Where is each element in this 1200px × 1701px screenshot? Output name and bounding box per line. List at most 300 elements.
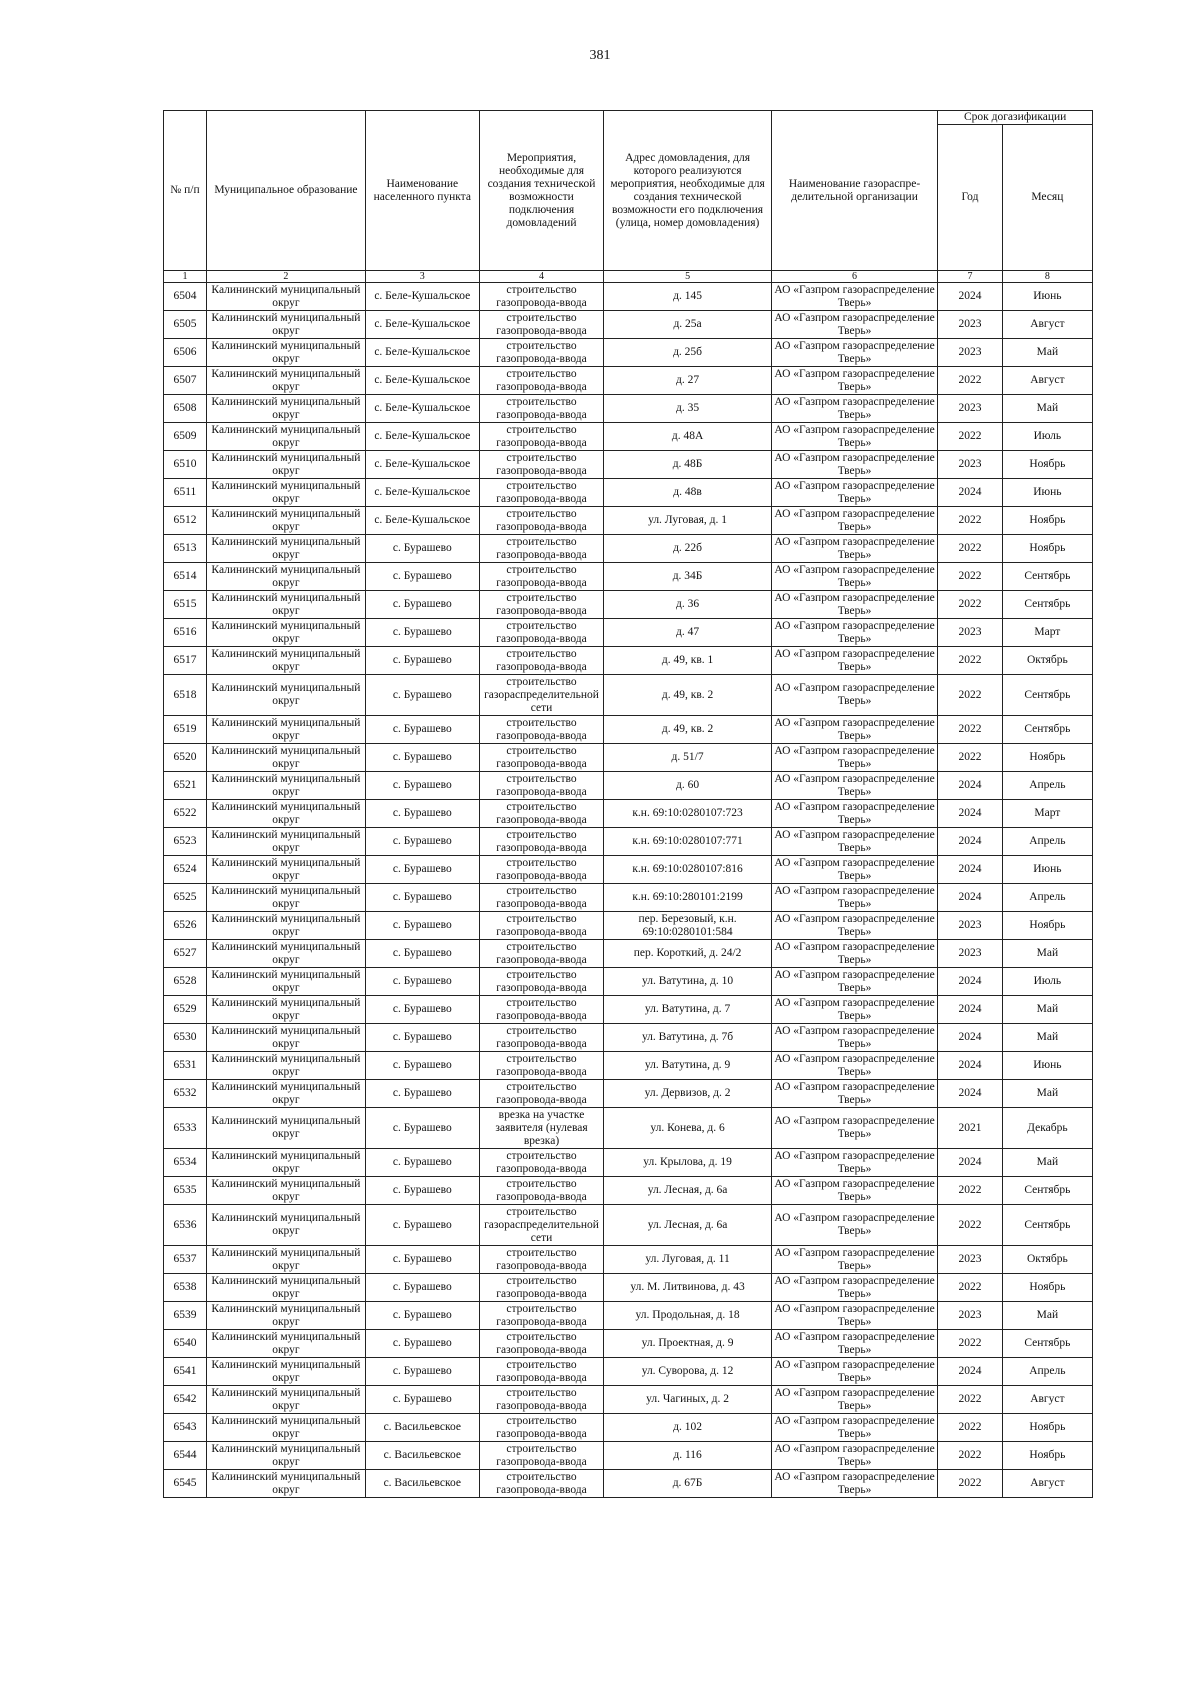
month-cell: Апрель	[1002, 828, 1092, 856]
org-cell: АО «Газпром газораспределение Тверь»	[771, 1205, 937, 1246]
table-row	[164, 1108, 1093, 1149]
month-cell: Сентябрь	[1002, 1205, 1092, 1246]
page-number: 381	[589, 48, 611, 63]
table-row	[164, 535, 1093, 563]
org-cell: АО «Газпром газораспределение Тверь»	[771, 772, 937, 800]
municipality-cell: Калининский муниципальный округ	[206, 647, 365, 675]
actions-cell: строительство газопровода-ввода	[479, 563, 604, 591]
actions-cell: строительство газопровода-ввода	[479, 856, 604, 884]
year-cell: 2022	[938, 1470, 1002, 1498]
actions-cell: строительство газопровода-ввода	[479, 884, 604, 912]
actions-cell: строительство газопровода-ввода	[479, 716, 604, 744]
municipality-cell: Калининский муниципальный округ	[206, 367, 365, 395]
year-cell: 2024	[938, 1024, 1002, 1052]
org-cell: АО «Газпром газораспределение Тверь»	[771, 856, 937, 884]
address-cell: к.н. 69:10:0280107:771	[604, 828, 772, 856]
address-cell: ул. Ватутина, д. 10	[604, 968, 772, 996]
table-row	[164, 591, 1093, 619]
year-cell: 2024	[938, 479, 1002, 507]
column-number: 3	[365, 271, 479, 283]
address-cell: к.н. 69:10:280101:2199	[604, 884, 772, 912]
year-cell: 2022	[938, 591, 1002, 619]
address-cell: ул. Крылова, д. 19	[604, 1149, 772, 1177]
settlement-cell: с. Васильевское	[365, 1470, 479, 1498]
table-row	[164, 856, 1093, 884]
month-cell: Сентябрь	[1002, 675, 1092, 716]
municipality-cell: Калининский муниципальный округ	[206, 1470, 365, 1498]
table-row	[164, 1470, 1093, 1498]
year-cell: 2024	[938, 772, 1002, 800]
municipality-cell: Калининский муниципальный округ	[206, 339, 365, 367]
table-row	[164, 884, 1093, 912]
settlement-cell: с. Бурашево	[365, 1205, 479, 1246]
year-cell: 2023	[938, 395, 1002, 423]
settlement-cell: с. Беле-Кушальское	[365, 423, 479, 451]
actions-cell: строительство газопровода-ввода	[479, 451, 604, 479]
month-cell: Апрель	[1002, 1358, 1092, 1386]
table-row	[164, 744, 1093, 772]
municipality-cell: Калининский муниципальный округ	[206, 535, 365, 563]
table-row	[164, 1246, 1093, 1274]
org-cell: АО «Газпром газораспределение Тверь»	[771, 339, 937, 367]
row-number-cell: 6504	[164, 283, 207, 311]
municipality-cell: Калининский муниципальный округ	[206, 1177, 365, 1205]
row-number-cell: 6507	[164, 367, 207, 395]
month-cell: Ноябрь	[1002, 451, 1092, 479]
municipality-cell: Калининский муниципальный округ	[206, 591, 365, 619]
table-row	[164, 563, 1093, 591]
actions-cell: строительство газопровода-ввода	[479, 647, 604, 675]
settlement-cell: с. Бурашево	[365, 535, 479, 563]
table-row	[164, 1330, 1093, 1358]
org-cell: АО «Газпром газораспределение Тверь»	[771, 744, 937, 772]
header-month: Месяц	[1002, 125, 1092, 271]
address-cell: д. 49, кв. 2	[604, 716, 772, 744]
month-cell: Ноябрь	[1002, 1414, 1092, 1442]
settlement-cell: с. Беле-Кушальское	[365, 479, 479, 507]
month-cell: Август	[1002, 1470, 1092, 1498]
actions-cell: строительство газопровода-ввода	[479, 1470, 604, 1498]
settlement-cell: с. Беле-Кушальское	[365, 311, 479, 339]
year-cell: 2024	[938, 283, 1002, 311]
year-cell: 2022	[938, 535, 1002, 563]
org-cell: АО «Газпром газораспределение Тверь»	[771, 507, 937, 535]
municipality-cell: Калининский муниципальный округ	[206, 940, 365, 968]
actions-cell: строительство газопровода-ввода	[479, 1386, 604, 1414]
settlement-cell: с. Бурашево	[365, 716, 479, 744]
table-row	[164, 311, 1093, 339]
header-settlement: Наименование населенного пункта	[365, 111, 479, 271]
settlement-cell: с. Васильевское	[365, 1414, 479, 1442]
settlement-cell: с. Бурашево	[365, 1302, 479, 1330]
row-number-cell: 6525	[164, 884, 207, 912]
actions-cell: строительство газопровода-ввода	[479, 744, 604, 772]
month-cell: Август	[1002, 367, 1092, 395]
row-number-cell: 6512	[164, 507, 207, 535]
address-cell: ул. Луговая, д. 1	[604, 507, 772, 535]
org-cell: АО «Газпром газораспределение Тверь»	[771, 311, 937, 339]
month-cell: Ноябрь	[1002, 507, 1092, 535]
table-row	[164, 1386, 1093, 1414]
year-cell: 2022	[938, 1177, 1002, 1205]
year-cell: 2023	[938, 1302, 1002, 1330]
org-cell: АО «Газпром газораспределение Тверь»	[771, 591, 937, 619]
municipality-cell: Калининский муниципальный округ	[206, 744, 365, 772]
year-cell: 2022	[938, 647, 1002, 675]
actions-cell: строительство газопровода-ввода	[479, 828, 604, 856]
actions-cell: строительство газопровода-ввода	[479, 800, 604, 828]
month-cell: Май	[1002, 996, 1092, 1024]
year-cell: 2024	[938, 996, 1002, 1024]
row-number-cell: 6536	[164, 1205, 207, 1246]
actions-cell: строительство газопровода-ввода	[479, 1330, 604, 1358]
address-cell: д. 25а	[604, 311, 772, 339]
column-numbers-row	[164, 271, 1093, 283]
actions-cell: строительство газопровода-ввода	[479, 1024, 604, 1052]
row-number-cell: 6516	[164, 619, 207, 647]
row-number-cell: 6541	[164, 1358, 207, 1386]
org-cell: АО «Газпром газораспределение Тверь»	[771, 1470, 937, 1498]
settlement-cell: с. Бурашево	[365, 1386, 479, 1414]
address-cell: ул. Суворова, д. 12	[604, 1358, 772, 1386]
month-cell: Май	[1002, 339, 1092, 367]
municipality-cell: Калининский муниципальный округ	[206, 828, 365, 856]
month-cell: Июль	[1002, 968, 1092, 996]
month-cell: Октябрь	[1002, 1246, 1092, 1274]
table-row	[164, 1149, 1093, 1177]
municipality-cell: Калининский муниципальный округ	[206, 1330, 365, 1358]
column-number: 5	[604, 271, 772, 283]
address-cell: ул. Ватутина, д. 9	[604, 1052, 772, 1080]
table-row	[164, 367, 1093, 395]
row-number-cell: 6505	[164, 311, 207, 339]
org-cell: АО «Газпром газораспределение Тверь»	[771, 1108, 937, 1149]
table-row	[164, 1177, 1093, 1205]
address-cell: к.н. 69:10:0280107:723	[604, 800, 772, 828]
year-cell: 2024	[938, 1149, 1002, 1177]
actions-cell: строительство газопровода-ввода	[479, 619, 604, 647]
month-cell: Апрель	[1002, 884, 1092, 912]
org-cell: АО «Газпром газораспределение Тверь»	[771, 996, 937, 1024]
address-cell: д. 145	[604, 283, 772, 311]
month-cell: Ноябрь	[1002, 912, 1092, 940]
settlement-cell: с. Бурашево	[365, 619, 479, 647]
actions-cell: строительство газопровода-ввода	[479, 1149, 604, 1177]
settlement-cell: с. Бурашево	[365, 1080, 479, 1108]
row-number-cell: 6510	[164, 451, 207, 479]
municipality-cell: Калининский муниципальный округ	[206, 800, 365, 828]
year-cell: 2022	[938, 563, 1002, 591]
header-num: № п/п	[164, 111, 207, 271]
actions-cell: строительство газораспределительной сети	[479, 675, 604, 716]
header-actions: Мероприятия, необходимые для создания технической возможности подключения домовладений	[479, 111, 604, 271]
year-cell: 2023	[938, 339, 1002, 367]
table-row	[164, 828, 1093, 856]
org-cell: АО «Газпром газораспределение Тверь»	[771, 1274, 937, 1302]
actions-cell: строительство газопровода-ввода	[479, 479, 604, 507]
actions-cell: строительство газопровода-ввода	[479, 996, 604, 1024]
month-cell: Сентябрь	[1002, 1177, 1092, 1205]
row-number-cell: 6530	[164, 1024, 207, 1052]
month-cell: Сентябрь	[1002, 563, 1092, 591]
address-cell: д. 48Б	[604, 451, 772, 479]
table-row	[164, 675, 1093, 716]
org-cell: АО «Газпром газораспределение Тверь»	[771, 1149, 937, 1177]
table-row	[164, 1442, 1093, 1470]
month-cell: Май	[1002, 1302, 1092, 1330]
org-cell: АО «Газпром газораспределение Тверь»	[771, 451, 937, 479]
address-cell: д. 47	[604, 619, 772, 647]
year-cell: 2022	[938, 1414, 1002, 1442]
org-cell: АО «Газпром газораспределение Тверь»	[771, 1442, 937, 1470]
address-cell: д. 34Б	[604, 563, 772, 591]
header-deadline: Срок догазификации	[938, 111, 1093, 125]
row-number-cell: 6521	[164, 772, 207, 800]
settlement-cell: с. Беле-Кушальское	[365, 507, 479, 535]
month-cell: Июнь	[1002, 856, 1092, 884]
row-number-cell: 6524	[164, 856, 207, 884]
column-number: 7	[938, 271, 1002, 283]
municipality-cell: Калининский муниципальный округ	[206, 283, 365, 311]
settlement-cell: с. Бурашево	[365, 1246, 479, 1274]
row-number-cell: 6519	[164, 716, 207, 744]
month-cell: Ноябрь	[1002, 1442, 1092, 1470]
settlement-cell: с. Бурашево	[365, 828, 479, 856]
municipality-cell: Калининский муниципальный округ	[206, 772, 365, 800]
settlement-cell: с. Бурашево	[365, 940, 479, 968]
address-cell: д. 27	[604, 367, 772, 395]
municipality-cell: Калининский муниципальный округ	[206, 968, 365, 996]
actions-cell: строительство газопровода-ввода	[479, 1358, 604, 1386]
month-cell: Май	[1002, 395, 1092, 423]
municipality-cell: Калининский муниципальный округ	[206, 1108, 365, 1149]
settlement-cell: с. Бурашево	[365, 1052, 479, 1080]
table-row	[164, 1414, 1093, 1442]
settlement-cell: с. Бурашево	[365, 884, 479, 912]
actions-cell: строительство газопровода-ввода	[479, 1052, 604, 1080]
year-cell: 2022	[938, 1205, 1002, 1246]
year-cell: 2022	[938, 1274, 1002, 1302]
address-cell: ул. Дервизов, д. 2	[604, 1080, 772, 1108]
municipality-cell: Калининский муниципальный округ	[206, 1024, 365, 1052]
year-cell: 2024	[938, 800, 1002, 828]
settlement-cell: с. Беле-Кушальское	[365, 395, 479, 423]
month-cell: Август	[1002, 311, 1092, 339]
org-cell: АО «Газпром газораспределение Тверь»	[771, 367, 937, 395]
row-number-cell: 6526	[164, 912, 207, 940]
municipality-cell: Калининский муниципальный округ	[206, 1442, 365, 1470]
municipality-cell: Калининский муниципальный округ	[206, 884, 365, 912]
year-cell: 2022	[938, 1442, 1002, 1470]
row-number-cell: 6535	[164, 1177, 207, 1205]
row-number-cell: 6511	[164, 479, 207, 507]
address-cell: д. 25б	[604, 339, 772, 367]
municipality-cell: Калининский муниципальный округ	[206, 1386, 365, 1414]
month-cell: Май	[1002, 940, 1092, 968]
municipality-cell: Калининский муниципальный округ	[206, 1274, 365, 1302]
row-number-cell: 6514	[164, 563, 207, 591]
settlement-cell: с. Бурашево	[365, 968, 479, 996]
table-row	[164, 800, 1093, 828]
header-year: Год	[938, 125, 1002, 271]
month-cell: Май	[1002, 1149, 1092, 1177]
settlement-cell: с. Бурашево	[365, 1149, 479, 1177]
settlement-cell: с. Бурашево	[365, 1274, 479, 1302]
year-cell: 2022	[938, 423, 1002, 451]
row-number-cell: 6544	[164, 1442, 207, 1470]
row-number-cell: 6528	[164, 968, 207, 996]
settlement-cell: с. Беле-Кушальское	[365, 367, 479, 395]
month-cell: Сентябрь	[1002, 1330, 1092, 1358]
municipality-cell: Калининский муниципальный округ	[206, 619, 365, 647]
address-cell: д. 60	[604, 772, 772, 800]
table-row	[164, 647, 1093, 675]
settlement-cell: с. Бурашево	[365, 772, 479, 800]
month-cell: Сентябрь	[1002, 591, 1092, 619]
org-cell: АО «Газпром газораспределение Тверь»	[771, 1024, 937, 1052]
column-number: 8	[1002, 271, 1092, 283]
settlement-cell: с. Беле-Кушальское	[365, 339, 479, 367]
row-number-cell: 6537	[164, 1246, 207, 1274]
table-row	[164, 619, 1093, 647]
table-row	[164, 423, 1093, 451]
municipality-cell: Калининский муниципальный округ	[206, 996, 365, 1024]
org-cell: АО «Газпром газораспределение Тверь»	[771, 1302, 937, 1330]
actions-cell: строительство газопровода-ввода	[479, 1414, 604, 1442]
org-cell: АО «Газпром газораспределение Тверь»	[771, 968, 937, 996]
row-number-cell: 6540	[164, 1330, 207, 1358]
address-cell: д. 36	[604, 591, 772, 619]
month-cell: Июнь	[1002, 283, 1092, 311]
row-number-cell: 6517	[164, 647, 207, 675]
municipality-cell: Калининский муниципальный округ	[206, 395, 365, 423]
org-cell: АО «Газпром газораспределение Тверь»	[771, 800, 937, 828]
year-cell: 2022	[938, 1386, 1002, 1414]
org-cell: АО «Газпром газораспределение Тверь»	[771, 884, 937, 912]
address-cell: д. 22б	[604, 535, 772, 563]
settlement-cell: с. Бурашево	[365, 1177, 479, 1205]
address-cell: ул. М. Литвинова, д. 43	[604, 1274, 772, 1302]
year-cell: 2022	[938, 1330, 1002, 1358]
municipality-cell: Калининский муниципальный округ	[206, 451, 365, 479]
actions-cell: строительство газопровода-ввода	[479, 1442, 604, 1470]
row-number-cell: 6542	[164, 1386, 207, 1414]
actions-cell: строительство газопровода-ввода	[479, 283, 604, 311]
header-address: Адрес домовладения, для которого реализуются мероприятия, необходимые для создания технической возможности его подключения (улица, номер домовладения)	[604, 111, 772, 271]
row-number-cell: 6534	[164, 1149, 207, 1177]
org-cell: АО «Газпром газораспределение Тверь»	[771, 1330, 937, 1358]
municipality-cell: Калининский муниципальный округ	[206, 1080, 365, 1108]
address-cell: ул. Лесная, д. 6а	[604, 1205, 772, 1246]
row-number-cell: 6532	[164, 1080, 207, 1108]
table-row	[164, 1205, 1093, 1246]
year-cell: 2022	[938, 367, 1002, 395]
month-cell: Декабрь	[1002, 1108, 1092, 1149]
year-cell: 2022	[938, 675, 1002, 716]
actions-cell: строительство газопровода-ввода	[479, 311, 604, 339]
year-cell: 2024	[938, 828, 1002, 856]
actions-cell: строительство газопровода-ввода	[479, 423, 604, 451]
column-number: 6	[771, 271, 937, 283]
municipality-cell: Калининский муниципальный округ	[206, 311, 365, 339]
municipality-cell: Калининский муниципальный округ	[206, 1302, 365, 1330]
year-cell: 2023	[938, 311, 1002, 339]
settlement-cell: с. Беле-Кушальское	[365, 451, 479, 479]
address-cell: д. 49, кв. 1	[604, 647, 772, 675]
row-number-cell: 6538	[164, 1274, 207, 1302]
table-row	[164, 339, 1093, 367]
municipality-cell: Калининский муниципальный округ	[206, 507, 365, 535]
address-cell: д. 35	[604, 395, 772, 423]
table-row	[164, 772, 1093, 800]
month-cell: Июнь	[1002, 1052, 1092, 1080]
actions-cell: строительство газопровода-ввода	[479, 940, 604, 968]
municipality-cell: Калининский муниципальный округ	[206, 1358, 365, 1386]
address-cell: пер. Березовый, к.н. 69:10:0280101:584	[604, 912, 772, 940]
row-number-cell: 6506	[164, 339, 207, 367]
settlement-cell: с. Бурашево	[365, 1024, 479, 1052]
row-number-cell: 6545	[164, 1470, 207, 1498]
row-number-cell: 6513	[164, 535, 207, 563]
settlement-cell: с. Васильевское	[365, 1442, 479, 1470]
address-cell: ул. Ватутина, д. 7	[604, 996, 772, 1024]
actions-cell: строительство газопровода-ввода	[479, 912, 604, 940]
municipality-cell: Калининский муниципальный округ	[206, 1149, 365, 1177]
row-number-cell: 6527	[164, 940, 207, 968]
table-row	[164, 716, 1093, 744]
table-row	[164, 1302, 1093, 1330]
municipality-cell: Калининский муниципальный округ	[206, 1205, 365, 1246]
actions-cell: строительство газопровода-ввода	[479, 591, 604, 619]
address-cell: ул. Луговая, д. 11	[604, 1246, 772, 1274]
address-cell: ул. Конева, д. 6	[604, 1108, 772, 1149]
org-cell: АО «Газпром газораспределение Тверь»	[771, 912, 937, 940]
settlement-cell: с. Бурашево	[365, 563, 479, 591]
year-cell: 2023	[938, 1246, 1002, 1274]
row-number-cell: 6533	[164, 1108, 207, 1149]
org-cell: АО «Газпром газораспределение Тверь»	[771, 535, 937, 563]
row-number-cell: 6543	[164, 1414, 207, 1442]
month-cell: Март	[1002, 619, 1092, 647]
settlement-cell: с. Бурашево	[365, 675, 479, 716]
actions-cell: строительство газопровода-ввода	[479, 395, 604, 423]
row-number-cell: 6515	[164, 591, 207, 619]
org-cell: АО «Газпром газораспределение Тверь»	[771, 1358, 937, 1386]
year-cell: 2024	[938, 1358, 1002, 1386]
year-cell: 2022	[938, 507, 1002, 535]
column-number: 1	[164, 271, 207, 283]
table-row	[164, 1358, 1093, 1386]
row-number-cell: 6539	[164, 1302, 207, 1330]
gasification-table	[163, 110, 1093, 1498]
settlement-cell: с. Бурашево	[365, 856, 479, 884]
month-cell: Март	[1002, 800, 1092, 828]
actions-cell: строительство газопровода-ввода	[479, 1177, 604, 1205]
municipality-cell: Калининский муниципальный округ	[206, 479, 365, 507]
month-cell: Июнь	[1002, 479, 1092, 507]
actions-cell: строительство газопровода-ввода	[479, 772, 604, 800]
year-cell: 2022	[938, 744, 1002, 772]
header-municipality: Муниципальное образование	[206, 111, 365, 271]
month-cell: Ноябрь	[1002, 535, 1092, 563]
settlement-cell: с. Бурашево	[365, 912, 479, 940]
month-cell: Август	[1002, 1386, 1092, 1414]
address-cell: д. 116	[604, 1442, 772, 1470]
month-cell: Апрель	[1002, 772, 1092, 800]
org-cell: АО «Газпром газораспределение Тверь»	[771, 1080, 937, 1108]
year-cell: 2024	[938, 968, 1002, 996]
org-cell: АО «Газпром газораспределение Тверь»	[771, 479, 937, 507]
